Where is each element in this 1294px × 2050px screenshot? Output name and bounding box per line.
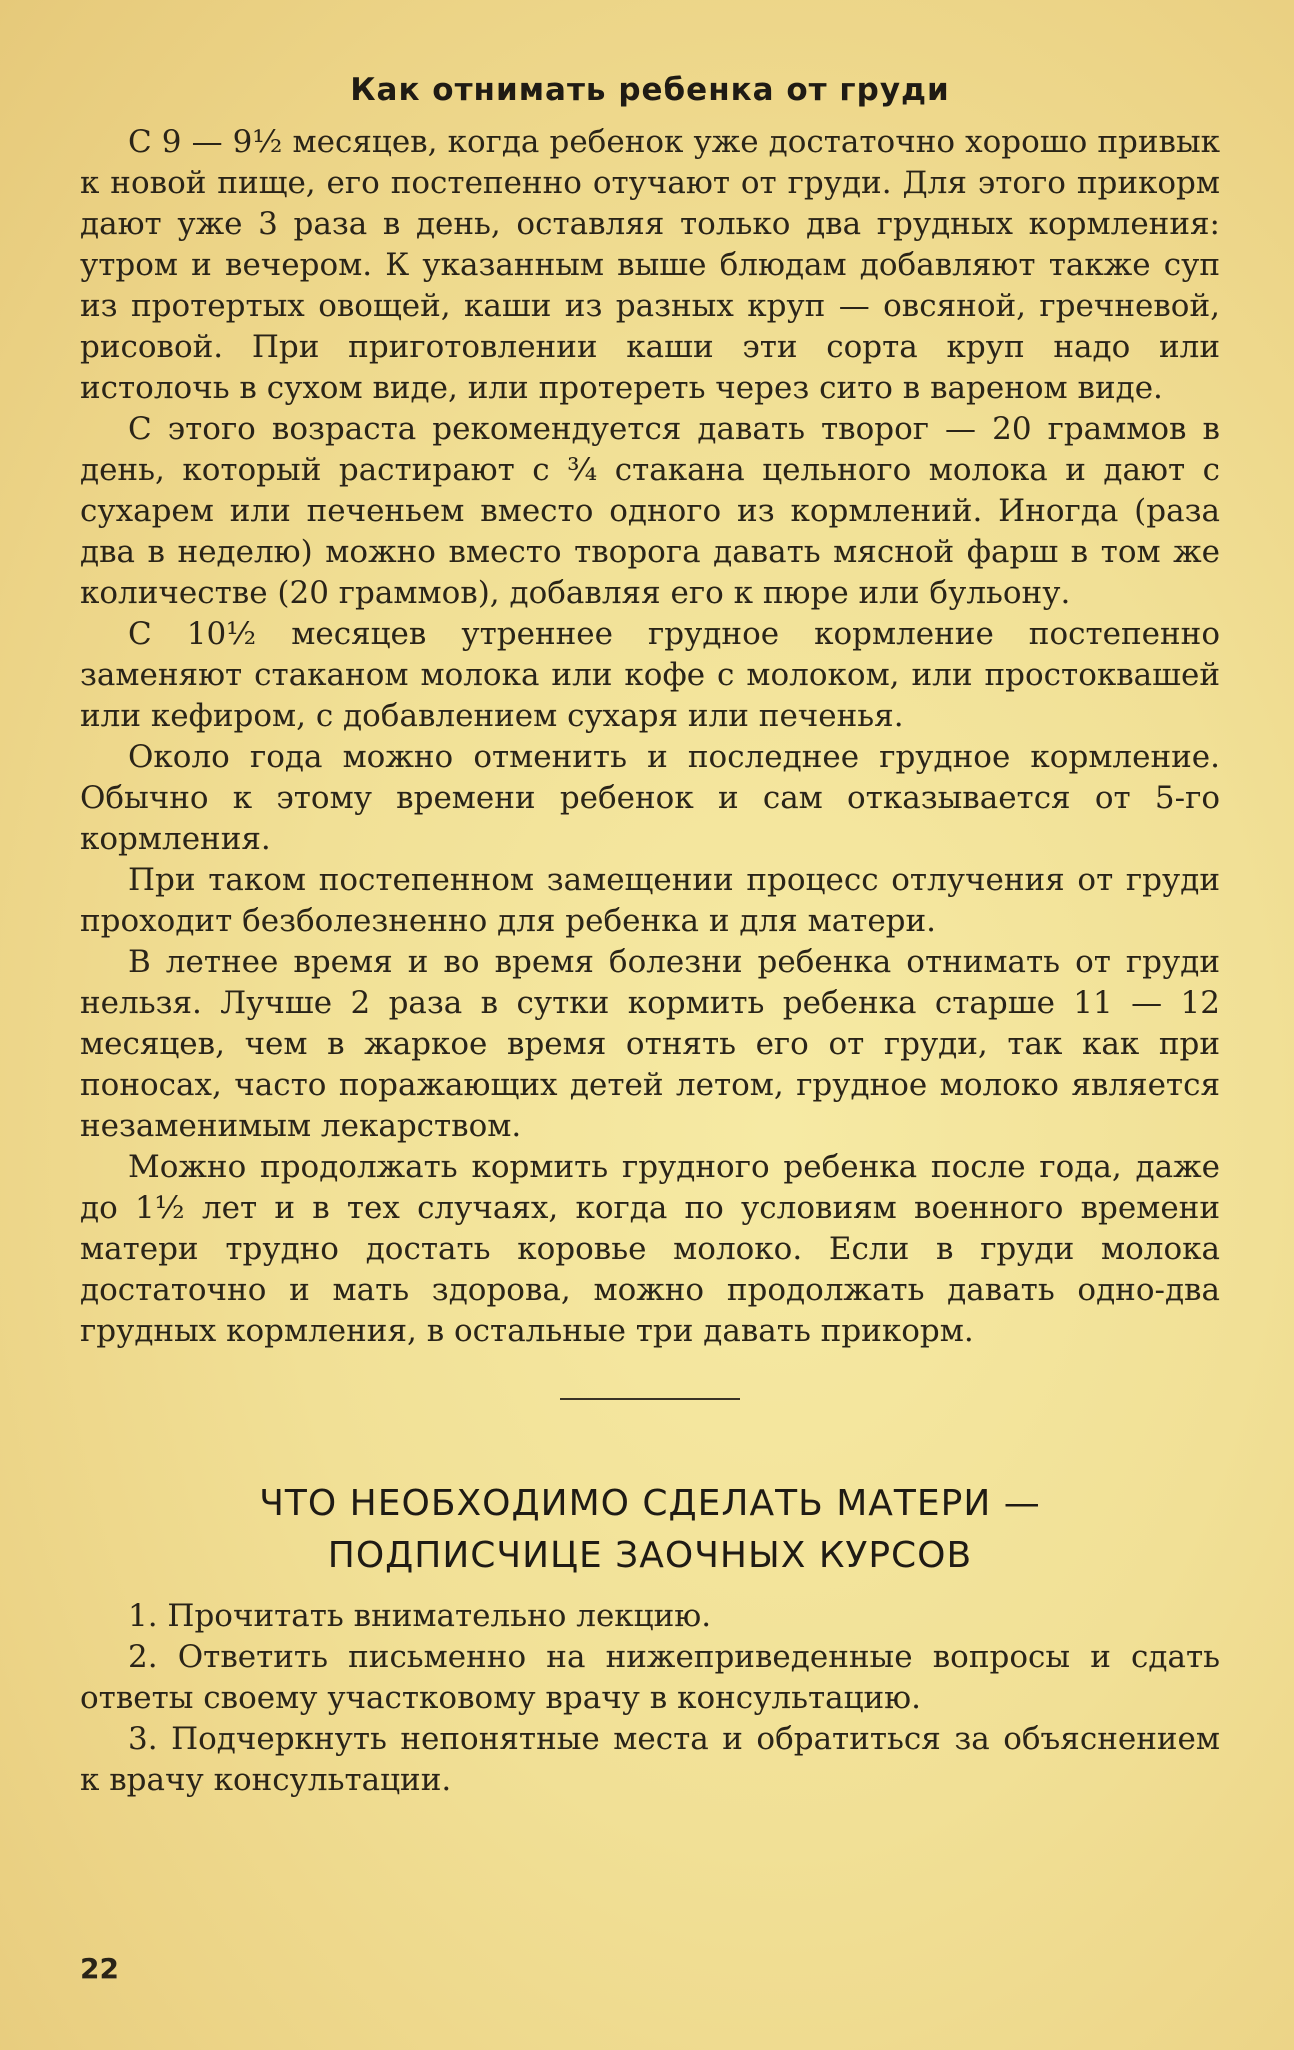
section-title-line-1: ЧТО НЕОБХОДИМО СДЕЛАТЬ МАТЕРИ — [259,1483,1041,1524]
paragraph-1: С 9 — 9½ месяцев, когда ребенок уже достаточно хорошо привык к новой пище, его постепенно отучают от груди. Для этого прикорм дают уже 3 раза в день, оставляя только два грудных кормления: утром и вечером. К указанным выше блюдам добавляют также суп из протертых овощей, каши из разных круп — овсяной, гречневой, рисовой. При приготовлении каши эти сорта круп надо или истолочь в сухом виде, или протереть через сито в вареном виде. [80,124,1220,406]
paragraph-4: Около года можно отменить и последнее грудное кормление. Обычно к этому времени ребенок и сам отказывается от 5-го кормления. [80,739,1220,857]
book-page [80,60,1220,2020]
paragraph-3: С 10½ месяцев утреннее грудное кормление постепенно заменяют стаканом молока или кофе с молоком, или простоквашей или кефиром, с добавлением сухаря или печенья. [80,616,1220,734]
section-divider [560,1398,740,1400]
task-item-1: 1. Прочитать внимательно лекцию. [128,1598,712,1634]
task-item-2: 2. Ответить письменно на нижеприведенные вопросы и сдать ответы своему участковому врачу в консультацию. [80,1639,1220,1716]
task-item-3: 3. Подчеркнуть непонятные места и обратиться за объяснением к врачу консультации. [80,1721,1220,1798]
section-title-line-2: ПОДПИСЧИЦЕ ЗАОЧНЫХ КУРСОВ [327,1535,973,1576]
paragraph-2: С этого возраста рекомендуется давать творог — 20 граммов в день, который растирают с ¾ стакана цельного молока и дают с сухарем или печеньем вместо одного из кормлений. Иногда (раза два в неделю) можно вместо творога давать мясной фарш в том же количестве (20 граммов), добавляя его к пюре или бульону. [80,411,1220,611]
paragraph-5: При таком постепенном замещении процесс отлучения от груди проходит безболезненно для ребенка и для матери. [80,862,1220,939]
page-number: 22 [80,1952,119,1985]
paragraph-6: В летнее время и во время болезни ребенка отнимать от груди нельзя. Лучше 2 раза в сутки кормить ребенка старше 11 — 12 месяцев, чем в жаркое время отнять его от груди, так как при поносах, часто поражающих детей летом, грудное молоко является незаменимым лекарством. [80,944,1220,1144]
section-title [80,1478,1220,1582]
paragraph-7: Можно продолжать кормить грудного ребенка после года, даже до 1½ лет и в тех случаях, когда по условиям военного времени матери трудно достать коровье молоко. Если в груди молока достаточно и мать здорова, можно продолжать давать одно-два грудных кормления, в остальные три давать прикорм. [80,1149,1220,1349]
running-head: Как отнимать ребенка от груди [350,72,950,108]
